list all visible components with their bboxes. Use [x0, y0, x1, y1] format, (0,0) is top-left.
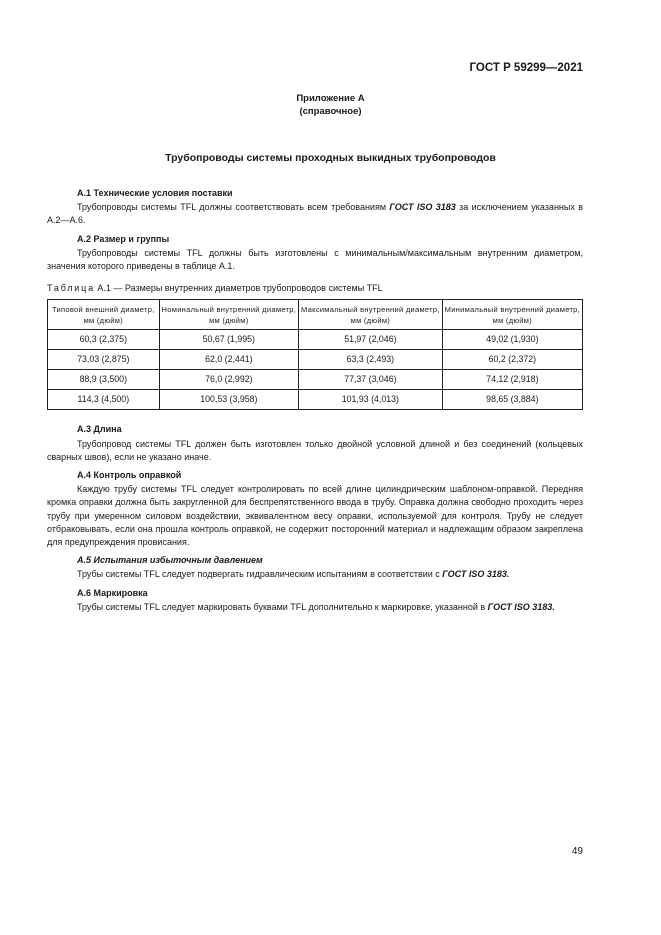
- standard-reference: ГОСТ ISO 3183.: [487, 601, 555, 612]
- section-a1-text: Трубопроводы системы TFL должны соответствовать всем требованиям ГОСТ ISO 3183 за исключением указанных в А.2—А.6.: [47, 202, 584, 226]
- table-caption: Таблица А.1 — Размеры внутренних диаметров трубопроводов системы TFL: [47, 283, 383, 294]
- section-a4-text: Каждую трубу системы TFL следует контролировать по всей длине цилиндрическим шаблоном-оправкой. Передняя кромка оправки должна быть закругленной для беспрепятственного ввода в трубу. Оправка должна свободно проходить через трубу при умеренном силовом воздействии, эквивалентном весу оправки, используемой для контроля. Трубу не следует отбраковывать, если она прошла контроль оправкой, не содержит посторонний материал и надлежащим образом закреплена для предупреждения провисания.: [47, 484, 583, 548]
- document-code: ГОСТ Р 59299—2021: [469, 62, 583, 74]
- diameter-table: [47, 299, 583, 410]
- table-cell: 100,53 (3,958): [159, 390, 298, 410]
- table-cell: 60,2 (2,372): [442, 350, 582, 370]
- table-cell: 50,67 (1,995): [159, 330, 298, 350]
- appendix-type: (справочное): [299, 106, 362, 117]
- table-header-cell: Номинальный внутренний диаметр, мм (дюйм): [159, 300, 298, 330]
- table-cell: 49,02 (1,930): [442, 330, 582, 350]
- table-header-cell: Максимальный внутренний диаметр, мм (дюйм): [299, 300, 443, 330]
- table-cell: 73,03 (2,875): [48, 350, 160, 370]
- page-number: 49: [571, 846, 583, 857]
- section-a3-text: Трубопровод системы TFL должен быть изготовлен только двойной условной длиной и без соединений (кольцевых сварных швов), если не указано иначе.: [47, 438, 583, 462]
- section-a2-heading: А.2 Размер и группы: [77, 233, 170, 244]
- standard-reference: ГОСТ ISO 3183.: [442, 569, 510, 580]
- table-cell: 74,12 (2,918): [442, 370, 582, 390]
- table-cell: 63,3 (2,493): [299, 350, 443, 370]
- standard-reference: ГОСТ ISO 3183: [389, 202, 456, 213]
- table-row: [48, 390, 583, 410]
- table-cell: 101,93 (4,013): [299, 390, 443, 410]
- table-row: [48, 350, 583, 370]
- section-a3-heading: А.3 Длина: [77, 424, 122, 435]
- table-cell: 88,9 (3,500): [48, 370, 160, 390]
- table-row: [48, 330, 583, 350]
- table-cell: 77,37 (3,046): [299, 370, 443, 390]
- table-cell: 60,3 (2,375): [48, 330, 160, 350]
- table-cell: 98,65 (3,884): [442, 390, 582, 410]
- table-cell: 62,0 (2,441): [159, 350, 298, 370]
- section-a5-text: Трубы системы TFL следует подвергать гидравлическим испытаниям в соответствии с ГОСТ ISO 3183.: [77, 569, 510, 580]
- appendix-heading: [0, 92, 661, 118]
- section-a4-heading: А.4 Контроль оправкой: [77, 470, 182, 481]
- document-body: [47, 182, 583, 614]
- table-header-cell: Минимальный внутренний диаметр, мм (дюйм): [442, 300, 582, 330]
- table-cell: 114,3 (4,500): [48, 390, 160, 410]
- section-a6-text: Трубы системы TFL следует маркировать буквами TFL дополнительно к маркировке, указанной в ГОСТ ISO 3183.: [77, 601, 555, 612]
- table-header-row: [48, 300, 583, 330]
- section-a1-heading: А.1 Технические условия поставки: [77, 188, 233, 198]
- section-a5-heading: А.5 Испытания избыточным давлением: [77, 555, 263, 566]
- table-cell: 51,97 (2,046): [299, 330, 443, 350]
- table-header-cell: Типовой внешний диаметр, мм (дюйм): [48, 300, 160, 330]
- section-a6-heading: А.6 Маркировка: [77, 587, 148, 598]
- page-title: Трубопроводы системы проходных выкидных трубопроводов: [165, 152, 496, 164]
- appendix-title: Приложение А: [296, 93, 365, 104]
- table-row: [48, 370, 583, 390]
- section-a2-text: Трубопроводы системы TFL должны быть изготовлены с минимальным/максимальным внутренним диаметром, значения которого приведены в таблице А.1.: [47, 247, 583, 272]
- table-cell: 76,0 (2,992): [159, 370, 298, 390]
